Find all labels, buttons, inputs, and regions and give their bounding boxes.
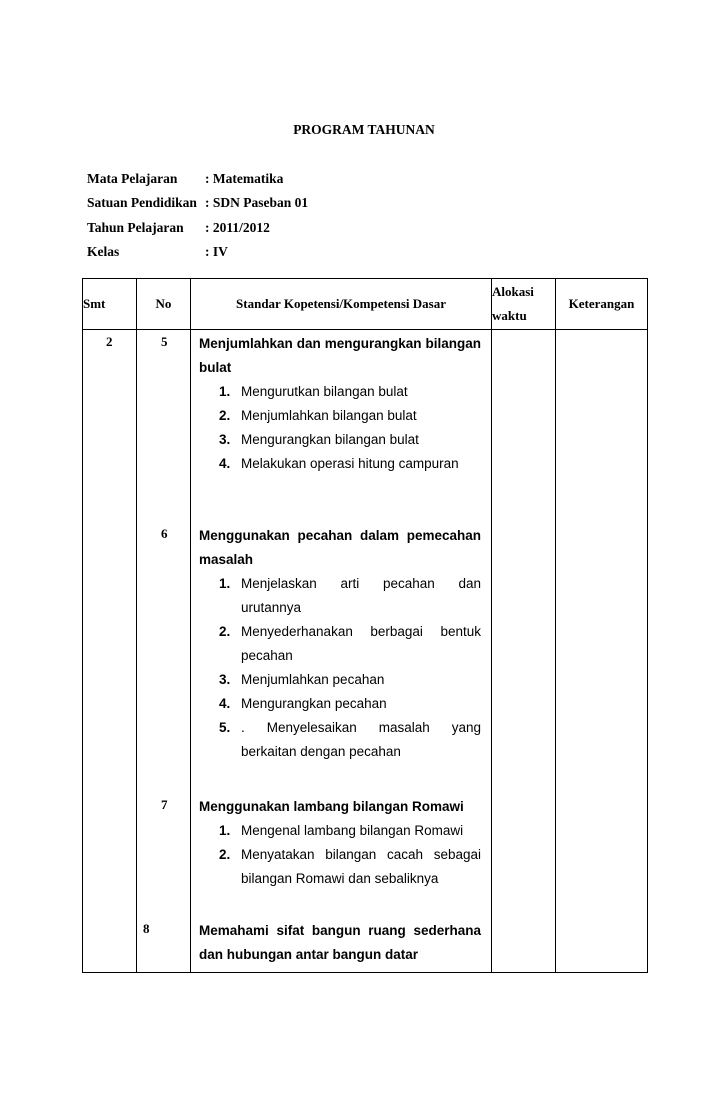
item-index: 2. [219, 624, 231, 639]
list-item [199, 843, 481, 891]
section-title: Menggunakan lambang bilangan Romawi [199, 799, 464, 814]
list-item [199, 668, 481, 692]
header-alokasi-line1: Alokasi [492, 284, 534, 299]
competency-list [199, 380, 481, 476]
meta-row-class [87, 244, 228, 260]
smt-value: 2 [106, 334, 113, 349]
list-item [199, 716, 481, 764]
competency-section [199, 795, 481, 891]
list-item [199, 380, 481, 404]
section-title: Memahami sifat bangun ruang sederhana dan hubungan antar bangun datar [199, 923, 481, 962]
meta-value: : 2011/2012 [205, 220, 270, 235]
item-text: . Menyelesaikan masalah yang berkaitan dengan pecahan [241, 720, 481, 759]
header-alokasi-line2: waktu [492, 308, 527, 323]
list-item [199, 428, 481, 452]
list-item [199, 572, 481, 620]
section-title: Menggunakan pecahan dalam pemecahan masalah [199, 528, 481, 567]
item-text: Menjumlahkan pecahan [241, 672, 385, 687]
annual-program-table [82, 278, 648, 973]
item-text: Menjelaskan arti pecahan dan urutannya [241, 576, 481, 615]
competency-cell [191, 330, 492, 973]
item-text: Menyederhanakan berbagai bentuk pecahan [241, 624, 481, 663]
item-text: Mengurangkan bilangan bulat [241, 432, 419, 447]
item-text: Mengurangkan pecahan [241, 696, 387, 711]
competency-section [199, 524, 481, 764]
table-body-row [83, 330, 648, 973]
header-standard-competency: Standar Kopetensi/Kompetensi Dasar [191, 279, 492, 330]
meta-row-year [87, 220, 270, 236]
item-text: Mengurutkan bilangan bulat [241, 384, 408, 399]
table-header-row [83, 279, 648, 330]
no-cell [137, 330, 191, 973]
item-index: 3. [219, 432, 231, 447]
meta-value: : SDN Paseban 01 [205, 195, 309, 210]
document-title: PROGRAM TAHUNAN [293, 122, 435, 137]
list-item [199, 620, 481, 668]
section-number: 6 [161, 526, 168, 541]
meta-value: : Matematika [205, 171, 284, 186]
item-index: 4. [219, 456, 231, 471]
header-no: No [137, 279, 191, 330]
item-index: 2. [219, 408, 231, 423]
competency-list [199, 572, 481, 764]
section-number: 5 [161, 334, 168, 349]
smt-cell [83, 330, 137, 973]
item-text: Mengenal lambang bilangan Romawi [241, 823, 464, 838]
list-item [199, 819, 481, 843]
item-index: 4. [219, 696, 231, 711]
meta-label: Mata Pelajaran [87, 171, 178, 186]
competency-section [199, 919, 481, 967]
header-smt: Smt [83, 279, 137, 330]
header-notes: Keterangan [556, 279, 648, 330]
competency-section [199, 332, 481, 476]
competency-list [199, 819, 481, 891]
meta-value: : IV [205, 244, 228, 259]
item-index: 5. [219, 720, 231, 735]
meta-row-subject [87, 171, 283, 187]
item-index: 1. [219, 576, 231, 591]
time-allocation-cell [492, 330, 556, 973]
item-index: 3. [219, 672, 231, 687]
list-item [199, 452, 481, 476]
item-text: Menjumlahkan bilangan bulat [241, 408, 417, 423]
header-time-allocation [492, 279, 556, 330]
item-index: 2. [219, 847, 231, 862]
item-index: 1. [219, 823, 231, 838]
meta-row-school [87, 195, 308, 211]
section-title: Menjumlahkan dan mengurangkan bilangan bulat [199, 336, 481, 375]
meta-label: Satuan Pendidikan [87, 195, 197, 210]
item-index: 1. [219, 384, 231, 399]
section-number: 8 [143, 921, 150, 936]
meta-label: Tahun Pelajaran [87, 220, 184, 235]
list-item [199, 692, 481, 716]
notes-cell [556, 330, 648, 973]
item-text: Melakukan operasi hitung campuran [241, 456, 459, 471]
section-number: 7 [161, 797, 168, 812]
item-text: Menyatakan bilangan cacah sebagai bilangan Romawi dan sebaliknya [241, 847, 481, 886]
list-item [199, 404, 481, 428]
meta-label: Kelas [87, 244, 120, 259]
